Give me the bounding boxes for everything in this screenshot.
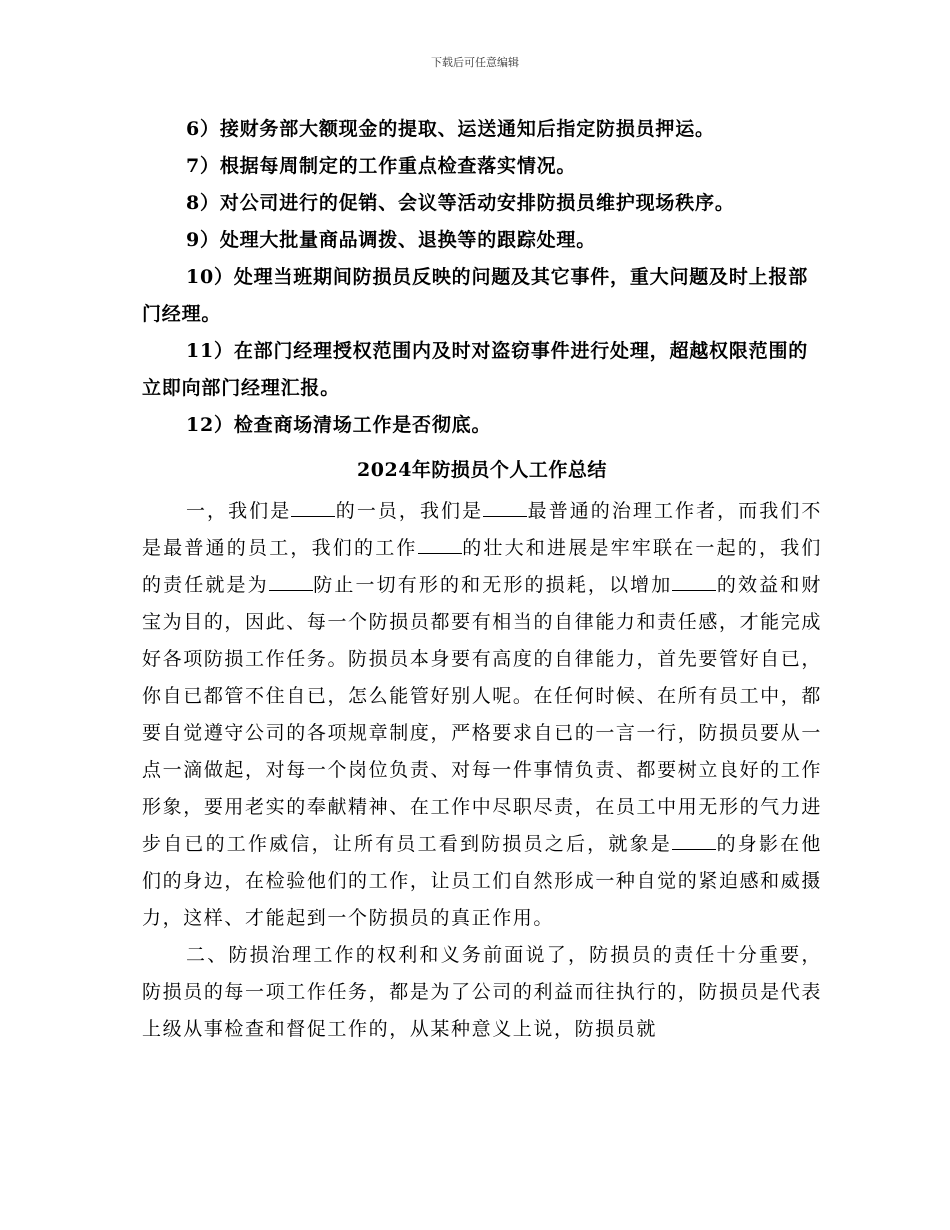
duty-item-7: 7）根据每周制定的工作重点检查落实情况。 (186, 155, 577, 177)
paragraph-1-text: 的壮大和进展是牢牢联在一起的，我们的责任就是为 (142, 537, 823, 596)
document-title: 2024年防损员个人工作总结 (357, 459, 607, 481)
paragraph-1 (142, 493, 822, 937)
blank-line (483, 500, 527, 517)
duty-list (142, 111, 822, 444)
paragraph-1-text: 一，我们是 (186, 500, 292, 522)
duty-item-8: 8）对公司进行的促销、会议等活动安排防损员维护现场秩序。 (186, 192, 735, 214)
paragraph-2: 二、防损治理工作的权利和义务前面说了，防损员的责任十分重要，防损员的每一项工作任务，都是为了公司的利益而往执行的，防损员是代表上级从事检查和督促工作的，从某种意义上说，防损员就 (142, 944, 822, 1040)
blank-line (418, 537, 462, 554)
paragraph-1-text: 的效益和财宝为目的，因此、每一个防损员都要有相当的自律能力和责任感，才能完成好各项防损工作任务。防损员本身要有高度的自律能力，首先要管好自已，你自已都管不住自已，怎么能管好别人呢。在任何时候、在所有员工中，都要自觉遵守公司的各项规章制度，严格要求自已的一言一行，防损员要从一点一滴做起，对每一个岗位负责、对每一件事情负责、都要树立良好的工作形象，要用老实的奉献精神、在工作中尽职尽责，在员工中用无形的气力进步自已的工作威信，让所有员工看到防损员之后，就象是 (142, 574, 822, 855)
duty-item-9: 9）处理大批量商品调拨、退换等的跟踪处理。 (186, 229, 597, 251)
paragraph-1-text: 的身影在他们的身边，在检验他们的工作，让员工们自然形成一种自觉的紧迫感和威摄力，这样、才能起到一个防损员的真正作用。 (142, 833, 822, 929)
paragraph-1-text: 防止一切有形的和无形的损耗，以增加 (312, 574, 673, 596)
paragraph-1-text: 最普通的治理工作者，而我们不是最普通的员工，我们的工作 (142, 500, 822, 559)
paragraph-1-text: 的一员，我们是 (335, 500, 484, 522)
blank-line (291, 500, 335, 517)
document-body (142, 111, 822, 1048)
duty-item-6: 6）接财务部大额现金的提取、运送通知后指定防损员押运。 (186, 118, 715, 140)
page-header: 下载后可任意编辑 (431, 56, 519, 69)
duty-item-10: 10）处理当班期间防损员反映的问题及其它事件，重大问题及时上报部门经理。 (142, 266, 809, 325)
duty-item-12: 12）检查商场清场工作是否彻底。 (186, 414, 492, 436)
blank-line (672, 833, 716, 850)
duty-item-11: 11）在部门经理授权范围内及时对盗窃事件进行处理，超越权限范围的立即向部门经理汇报。 (142, 340, 809, 399)
blank-line (269, 574, 313, 591)
blank-line (672, 574, 716, 591)
